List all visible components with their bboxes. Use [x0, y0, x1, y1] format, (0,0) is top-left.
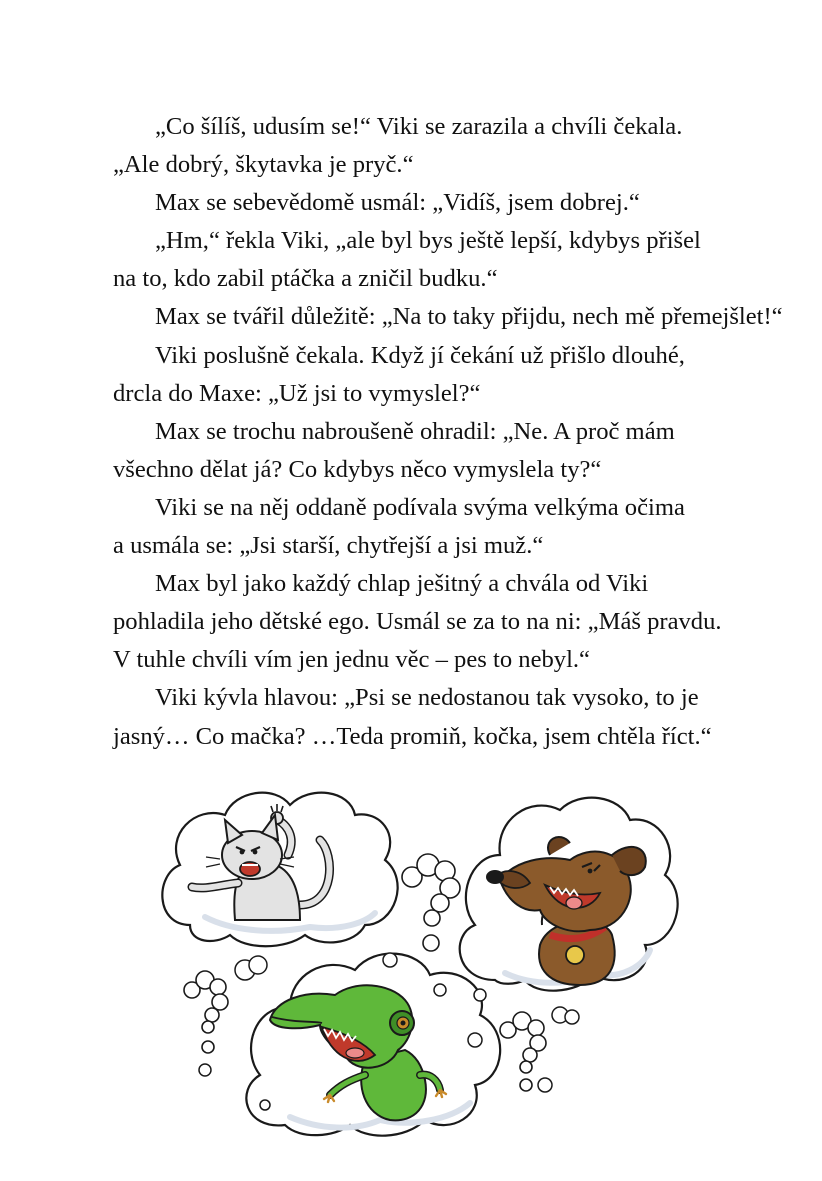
text-line: drcla do Maxe: „Už jsi to vymyslel?“	[113, 379, 481, 407]
text-line: „Co šílíš, udusím se!“ Viki se zarazila a chvíli čekala.	[155, 113, 683, 140]
text-line: pohladila jeho dětské ego. Usmál se za to na ni: „Máš pravdu.	[113, 608, 722, 636]
text-line: Max se sebevědomě usmál: „Vidíš, jsem dobrej.“	[155, 189, 640, 217]
text-line: a usmála se: „Jsi starší, chytřejší a jsi muž.“	[113, 532, 544, 560]
thought-clouds-illustration	[150, 785, 680, 1140]
text-line: Viki poslušně čekala. Když jí čekání už přišlo dlouhé,	[155, 341, 685, 369]
text-line: „Ale dobrý, škytavka je pryč.“	[113, 151, 414, 179]
text-line: Max byl jako každý chlap ješitný a chvála od Viki	[155, 570, 649, 598]
text-line: všechno dělat já? Co kdybys něco vymyslela ty?“	[113, 455, 602, 483]
text-line: Max se tvářil důležitě: „Na to taky přijdu, nech mě přemejšlet!“	[155, 303, 783, 331]
text-line: Viki se na něj oddaně podívala svýma velkýma očima	[155, 493, 685, 521]
question-mark-left	[184, 971, 228, 1053]
text-line: na to, kdo zabil ptáčka a zničil budku.“	[113, 265, 498, 293]
question-mark-top	[402, 854, 460, 951]
body-text	[113, 108, 783, 756]
text-line: jasný… Co mačka? …Teda promiň, kočka, jsem chtěla říct.“	[113, 722, 712, 750]
text-line: V tuhle chvíli vím jen jednu věc – pes to nebyl.“	[113, 646, 590, 674]
text-line: Viki kývla hlavou: „Psi se nedostanou tak vysoko, to je	[155, 684, 699, 712]
text-line: „Hm,“ řekla Viki, „ale byl bys ještě lepší, kdybys přišel	[155, 227, 701, 255]
text-line: Max se trochu nabroušeně ohradil: „Ne. A proč mám	[155, 417, 675, 445]
question-mark-right	[500, 1012, 546, 1091]
